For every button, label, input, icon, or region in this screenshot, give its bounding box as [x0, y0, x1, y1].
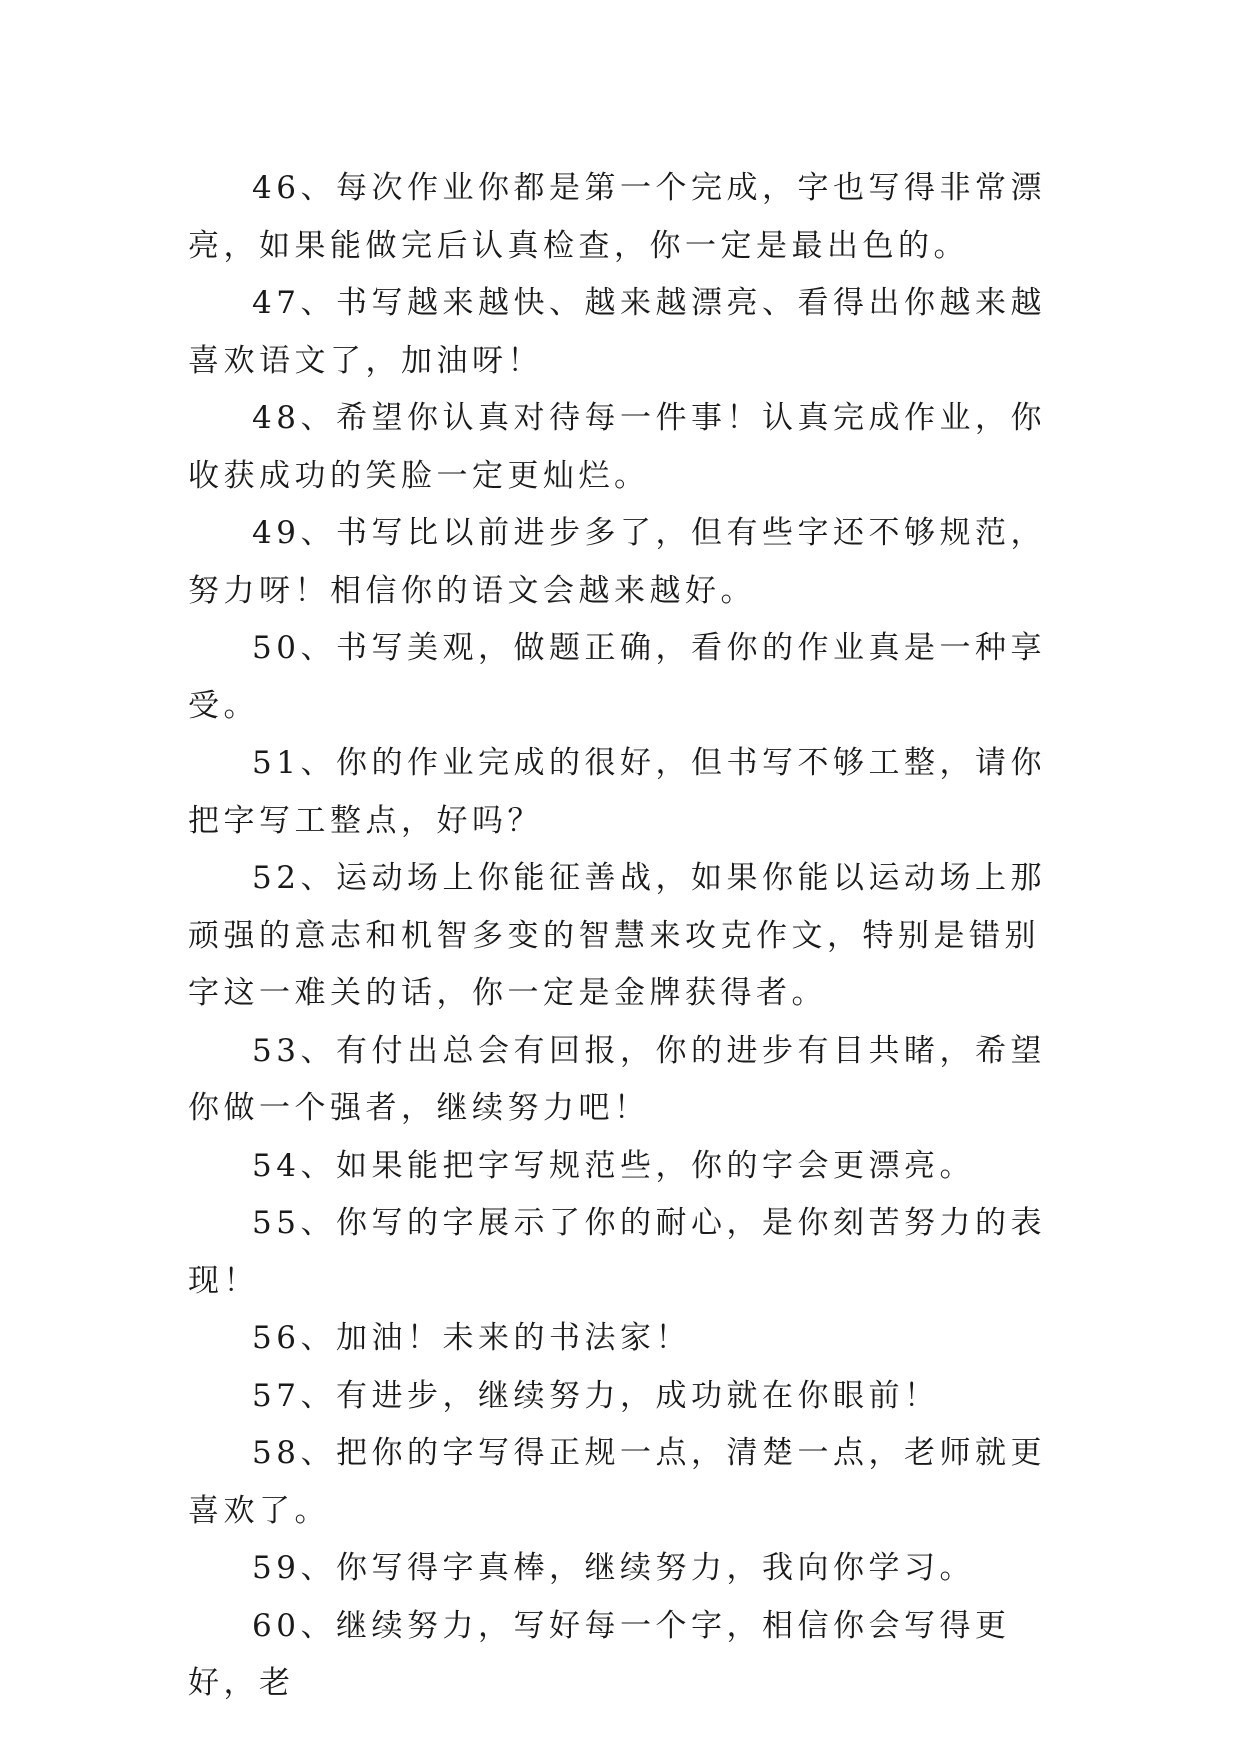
paragraph-58: 58、把你的字写得正规一点，清楚一点，老师就更喜欢了。 [188, 1435, 1046, 1529]
paragraph-50: 50、书写美观，做题正确，看你的作业真是一种享受。 [188, 630, 1046, 724]
paragraph-46: 46、每次作业你都是第一个完成，字也写得非常漂亮，如果能做完后认真检查，你一定是最出色的。 [188, 170, 1046, 264]
paragraph-47: 47、书写越来越快、越来越漂亮、看得出你越来越喜欢语文了，加油呀！ [188, 285, 1046, 379]
paragraph-48: 48、希望你认真对待每一件事！认真完成作业，你收获成功的笑脸一定更灿烂。 [188, 400, 1046, 494]
paragraph-53: 53、有付出总会有回报，你的进步有目共睹，希望你做一个强者，继续努力吧！ [188, 1032, 1046, 1126]
paragraph-56: 56、加油！未来的书法家！ [252, 1320, 691, 1356]
paragraph-55: 55、你写的字展示了你的耐心，是你刻苦努力的表现！ [188, 1205, 1046, 1299]
comment-list [188, 160, 1068, 1713]
paragraph-59: 59、你写得字真棒，继续努力，我向你学习。 [252, 1550, 975, 1586]
paragraph-51: 51、你的作业完成的很好，但书写不够工整，请你把字写工整点，好吗？ [188, 745, 1046, 839]
paragraph-57: 57、有进步，继续努力，成功就在你眼前！ [252, 1377, 940, 1414]
paragraph-54: 54、如果能把字写规范些，你的字会更漂亮。 [252, 1147, 975, 1184]
paragraph-60: 60、继续努力，写好每一个字，相信你会写得更好，老 [188, 1607, 1011, 1701]
paragraph-49: 49、书写比以前进步多了，但有些字还不够规范，努力呀！相信你的语文会越来越好。 [188, 515, 1046, 609]
paragraph-52: 52、运动场上你能征善战，如果你能以运动场上那顽强的意志和机智多变的智慧来攻克作文，特别是错别字这一难关的话，你一定是金牌获得者。 [188, 860, 1046, 1011]
